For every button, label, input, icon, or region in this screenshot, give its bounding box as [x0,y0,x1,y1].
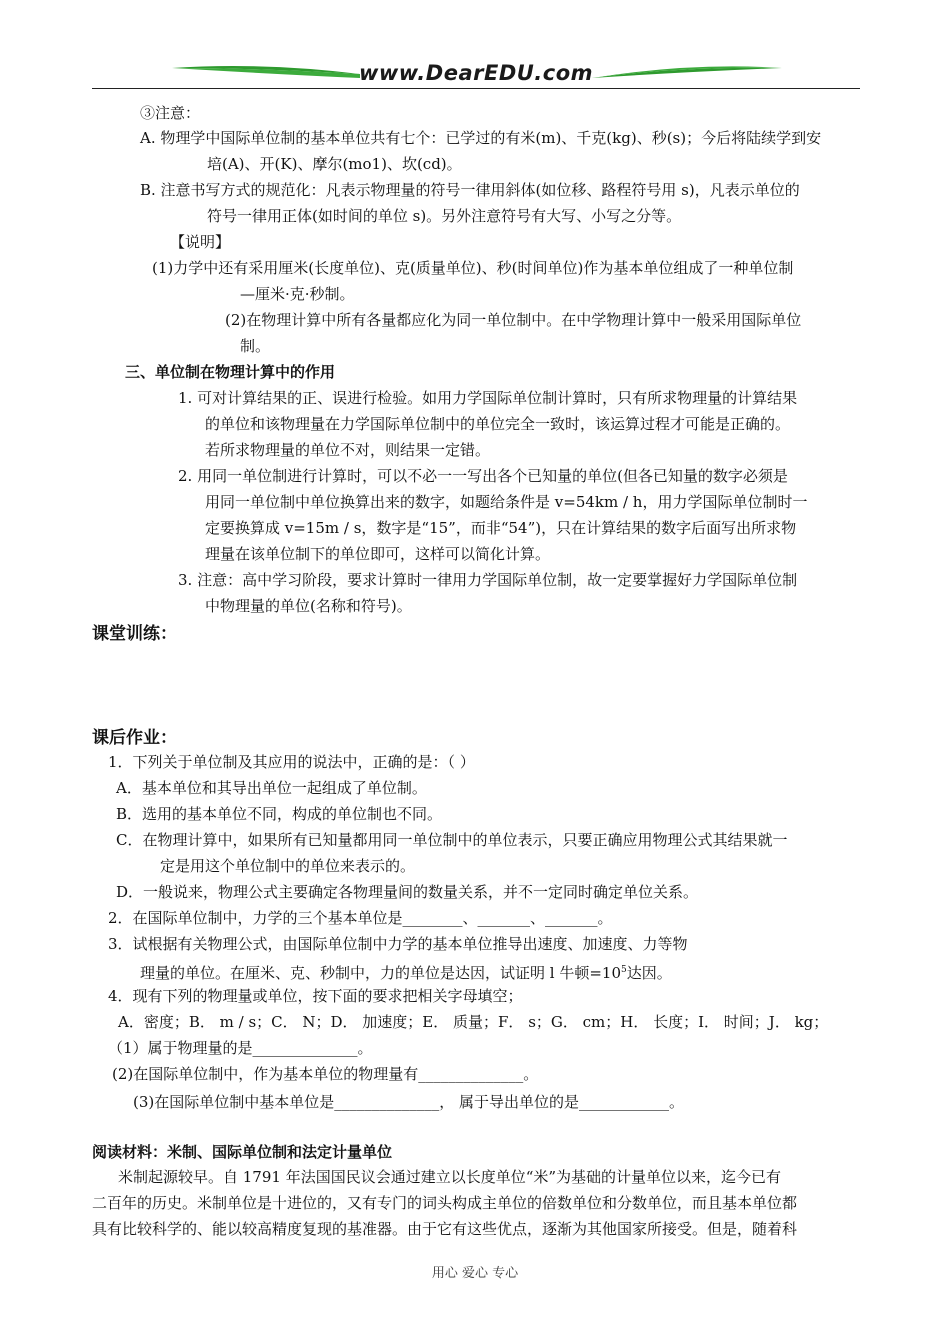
s3-item1-line2: 的单位和该物理量在力学国际单位制中的单位完全一致时，该运算过程才可能是正确的。 [205,415,791,433]
classroom-title: 课堂训练： [92,624,177,644]
hw-q3-text-end: 达因。 [626,964,672,982]
hw-q1-option-a: A．基本单位和其导出单位一起组成了单位制。 [116,779,427,797]
reading-title: 阅读材料：米制、国际单位制和法定计量单位 [92,1143,393,1161]
hw-q3-line1: 3．试根据有关物理公式，由国际单位制中力学的基本单位推导出速度、加速度、力等物 [108,935,688,953]
explain-p1-line1: (1)力学中还有采用厘米(长度单位)、克(质量单位)、秒(时间单位)作为基本单位组成了一种单位制 [152,259,794,277]
s3-item3-line2: 中物理量的单位(名称和符号)。 [205,597,412,615]
note-a-line2: 培(A)、开(K)、摩尔(mo1)、坎(cd)。 [207,155,462,173]
hw-q4-sub2: (2)在国际单位制中，作为基本单位的物理量有______________。 [112,1065,539,1083]
hw-q4-sub1: （1）属于物理量的是______________。 [108,1039,373,1057]
hw-q1-option-c-line1: C．在物理计算中，如果所有已知量都用同一单位制中的单位表示，只要正确应用物理公式其结果就一 [116,831,788,849]
site-name: www.DearEDU.com [358,61,594,85]
reading-line3: 具有比较科学的、能以较高精度复现的基准器。由于它有这些优点，逐渐为其他国家所接受。但是，随着科 [92,1220,798,1238]
s3-item3-line1: 3. 注意：高中学习阶段，要求计算时一律用力学国际单位制，故一定要掌握好力学国际单位制 [178,571,798,589]
note-title: ③注意： [140,104,201,122]
page-footer: 用心 爱心 专心 [431,1266,519,1281]
explain-p2-line2: 制。 [240,337,271,355]
hw-q4-options: A．密度；B． m / s；C． N；D． 加速度；E． 质量；F． s；G． cm；H． 长度；I． 时间；J． kg； [118,1013,829,1031]
s3-item2-line2: 用同一单位制中单位换算出来的数字，如题给条件是 v=54km / h，用力学国际单位制时一 [205,493,808,511]
hw-q1-option-b: B．选用的基本单位不同，构成的单位制也不同。 [116,805,443,823]
section3-title: 三、单位制在物理计算中的作用 [125,363,336,381]
hw-q3-text: 理量的单位。在厘米、克、秒制中，力的单位是达因，试证明 l 牛顿=10 [140,964,621,982]
hw-q1-option-d: D．一般说来，物理公式主要确定各物理量间的数量关系，并不一定同时确定单位关系。 [116,883,699,901]
homework-title: 课后作业： [92,728,177,748]
note-b-line2: 符号一律用正体(如时间的单位 s)。另外注意符号有大写、小写之分等。 [207,207,682,225]
header-rule [92,88,860,89]
hw-q2: 2．在国际单位制中，力学的三个基本单位是________、_______、_______。 [108,909,613,927]
s3-item2-line1: 2. 用同一单位制进行计算时，可以不必一一写出各个已知量的单位(但各已知量的数字必须是 [178,467,788,485]
explain-p1-line2: —厘米·克·秒制。 [240,285,355,303]
hw-q1-option-c-line2: 定是用这个单位制中的单位来表示的。 [160,857,416,875]
hw-q3-line2 [140,960,672,983]
s3-item1-line1: 1. 可对计算结果的正、误进行检验。如用力学国际单位制计算时，只有所求物理量的计算结果 [178,389,798,407]
s3-item1-line3: 若所求物理量的单位不对，则结果一定错。 [205,441,491,459]
hw-q4: 4．现有下列的物理量或单位，按下面的要求把相关字母填空； [108,987,523,1005]
note-b-line1: B. 注意书写方式的规范化：凡表示物理量的符号一律用斜体(如位移、路程符号用 s)，凡表示单位的 [140,181,800,199]
explain-p2-line1: (2)在物理计算中所有各量都应化为同一单位制中。在中学物理计算中一般采用国际单位 [225,311,802,329]
note-a-line1: A. 物理学中国际单位制的基本单位共有七个：已学过的有米(m)、千克(kg)、秒(s)；今后将陆续学到安 [140,129,822,147]
reading-line2: 二百年的历史。米制单位是十进位的，又有专门的词头构成主单位的倍数单位和分数单位，而且基本单位都 [92,1194,798,1212]
s3-item2-line3: 定要换算成 v=15m / s，数字是“15”，而非“54”)，只在计算结果的数字后面写出所求物 [205,519,797,537]
explain-title: 【说明】 [170,233,231,251]
hw-q1: 1．下列关于单位制及其应用的说法中，正确的是：（ ） [108,753,475,771]
hw-q4-sub3: (3)在国际单位制中基本单位是______________， 属于导出单位的是____________。 [133,1093,685,1111]
hw-q3-exponent: 5 [621,965,627,975]
header-banner [92,58,860,90]
s3-item2-line4: 理量在该单位制下的单位即可，这样可以简化计算。 [205,545,551,563]
reading-line1: 米制起源较早。自 1791 年法国国民议会通过建立以长度单位“米”为基础的计量单位以来，迄今已有 [118,1168,782,1186]
